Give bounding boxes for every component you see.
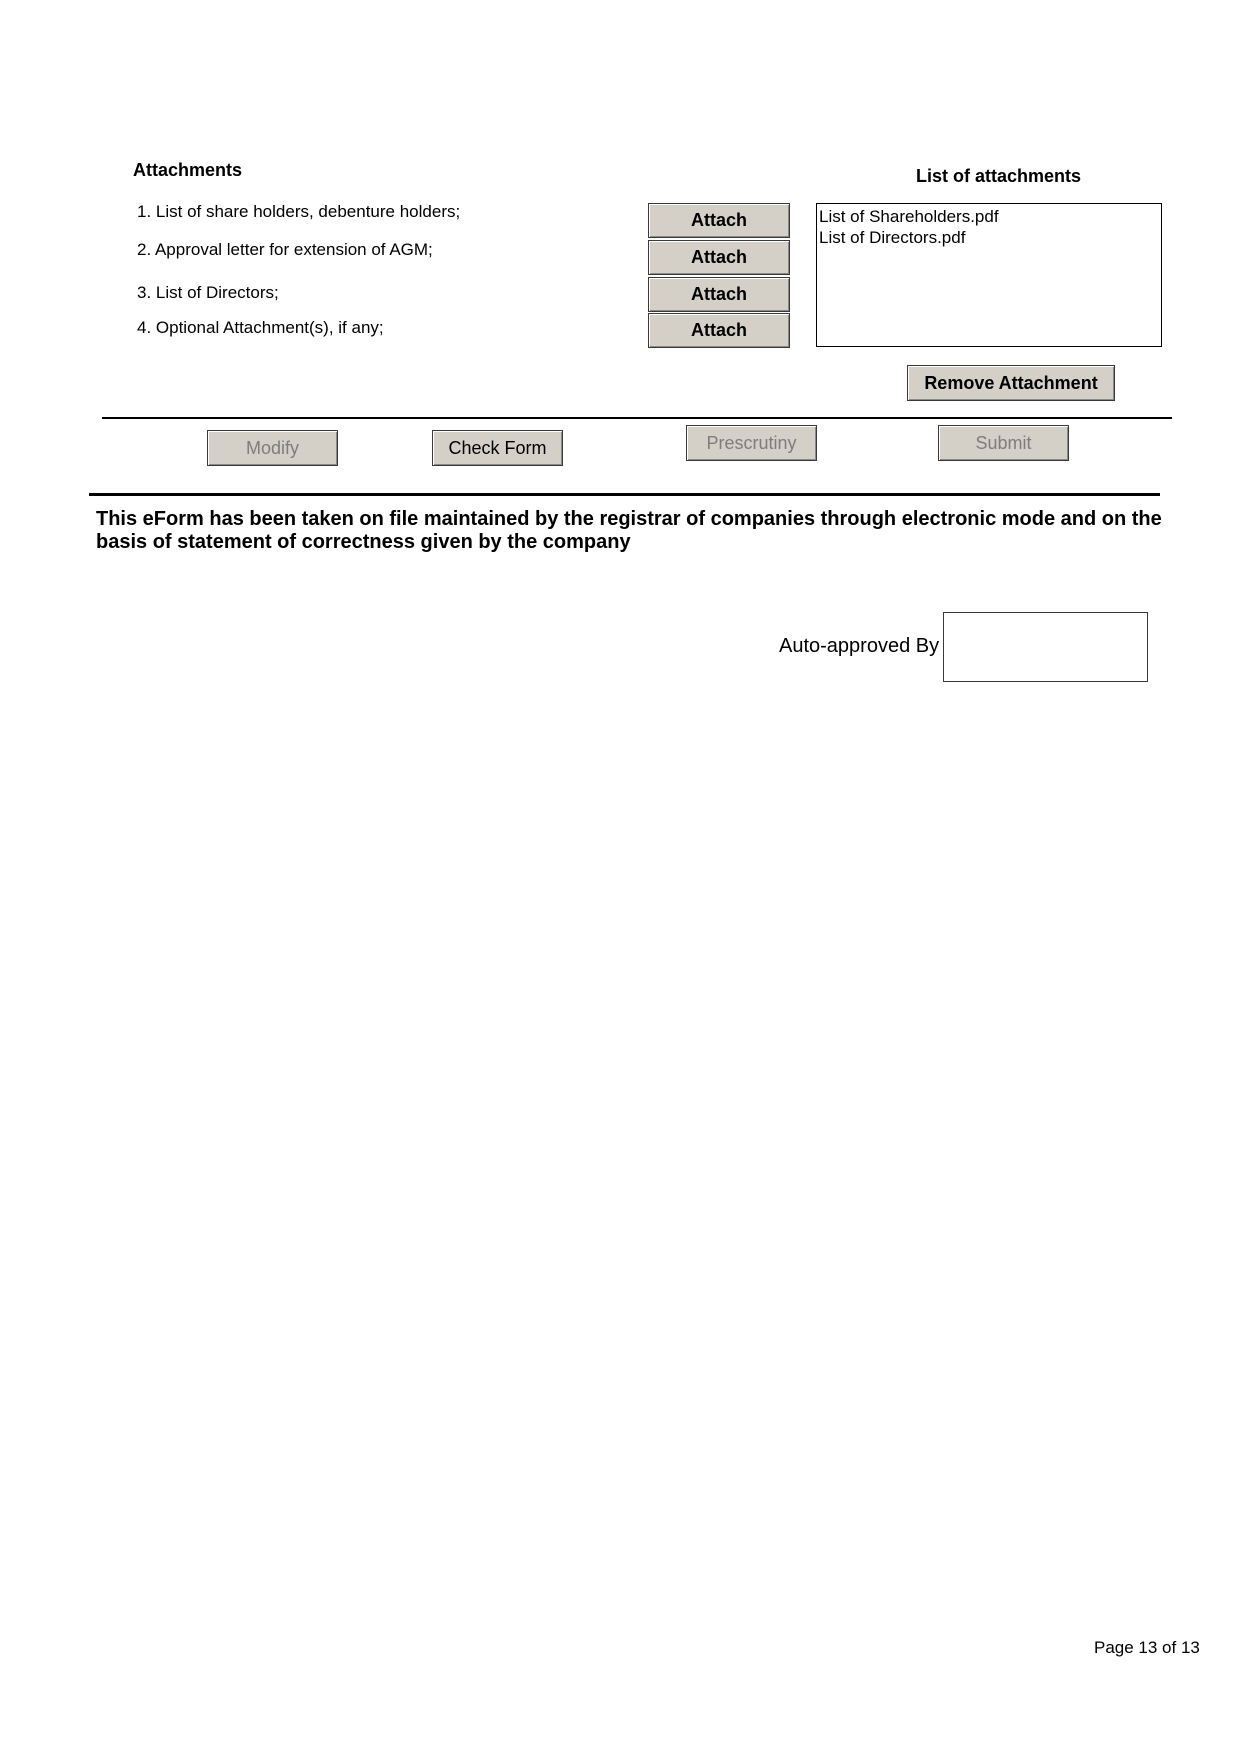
attach-button-shareholders[interactable]: Attach [648,203,790,238]
submit-button[interactable]: Submit [938,425,1069,461]
action-row-divider [102,417,1172,419]
attachment-label-directors: 3. List of Directors; [137,283,279,302]
attachment-label-agm-extension: 2. Approval letter for extension of AGM; [137,240,433,259]
attachment-list-item[interactable]: List of Shareholders.pdf [819,207,999,226]
notice-divider [89,493,1160,496]
attachment-label-optional: 4. Optional Attachment(s), if any; [137,318,384,337]
attach-button-agm-extension[interactable]: Attach [648,240,790,275]
attachments-heading: Attachments [133,160,243,180]
attachment-label-shareholders: 1. List of share holders, debenture holders; [137,202,461,221]
attach-button-directors[interactable]: Attach [648,277,790,312]
modify-button[interactable]: Modify [207,430,338,466]
attachment-list-item[interactable]: List of Directors.pdf [819,228,966,247]
auto-approved-label: Auto-approved By [779,635,940,657]
remove-attachment-button[interactable]: Remove Attachment [907,365,1115,401]
efform-notice: This eForm has been taken on file maintained by the registrar of companies through electronic mode and on the basis of statement of correctness given by the company [96,508,1162,553]
check-form-button[interactable]: Check Form [432,430,563,466]
page-number: Page 13 of 13 [1094,1638,1200,1657]
auto-approved-field [943,612,1148,682]
attachment-listbox[interactable] [816,203,1162,347]
attachment-list-heading: List of attachments [916,166,1082,186]
attach-button-optional[interactable]: Attach [648,313,790,348]
prescrutiny-button[interactable]: Prescrutiny [686,425,817,461]
